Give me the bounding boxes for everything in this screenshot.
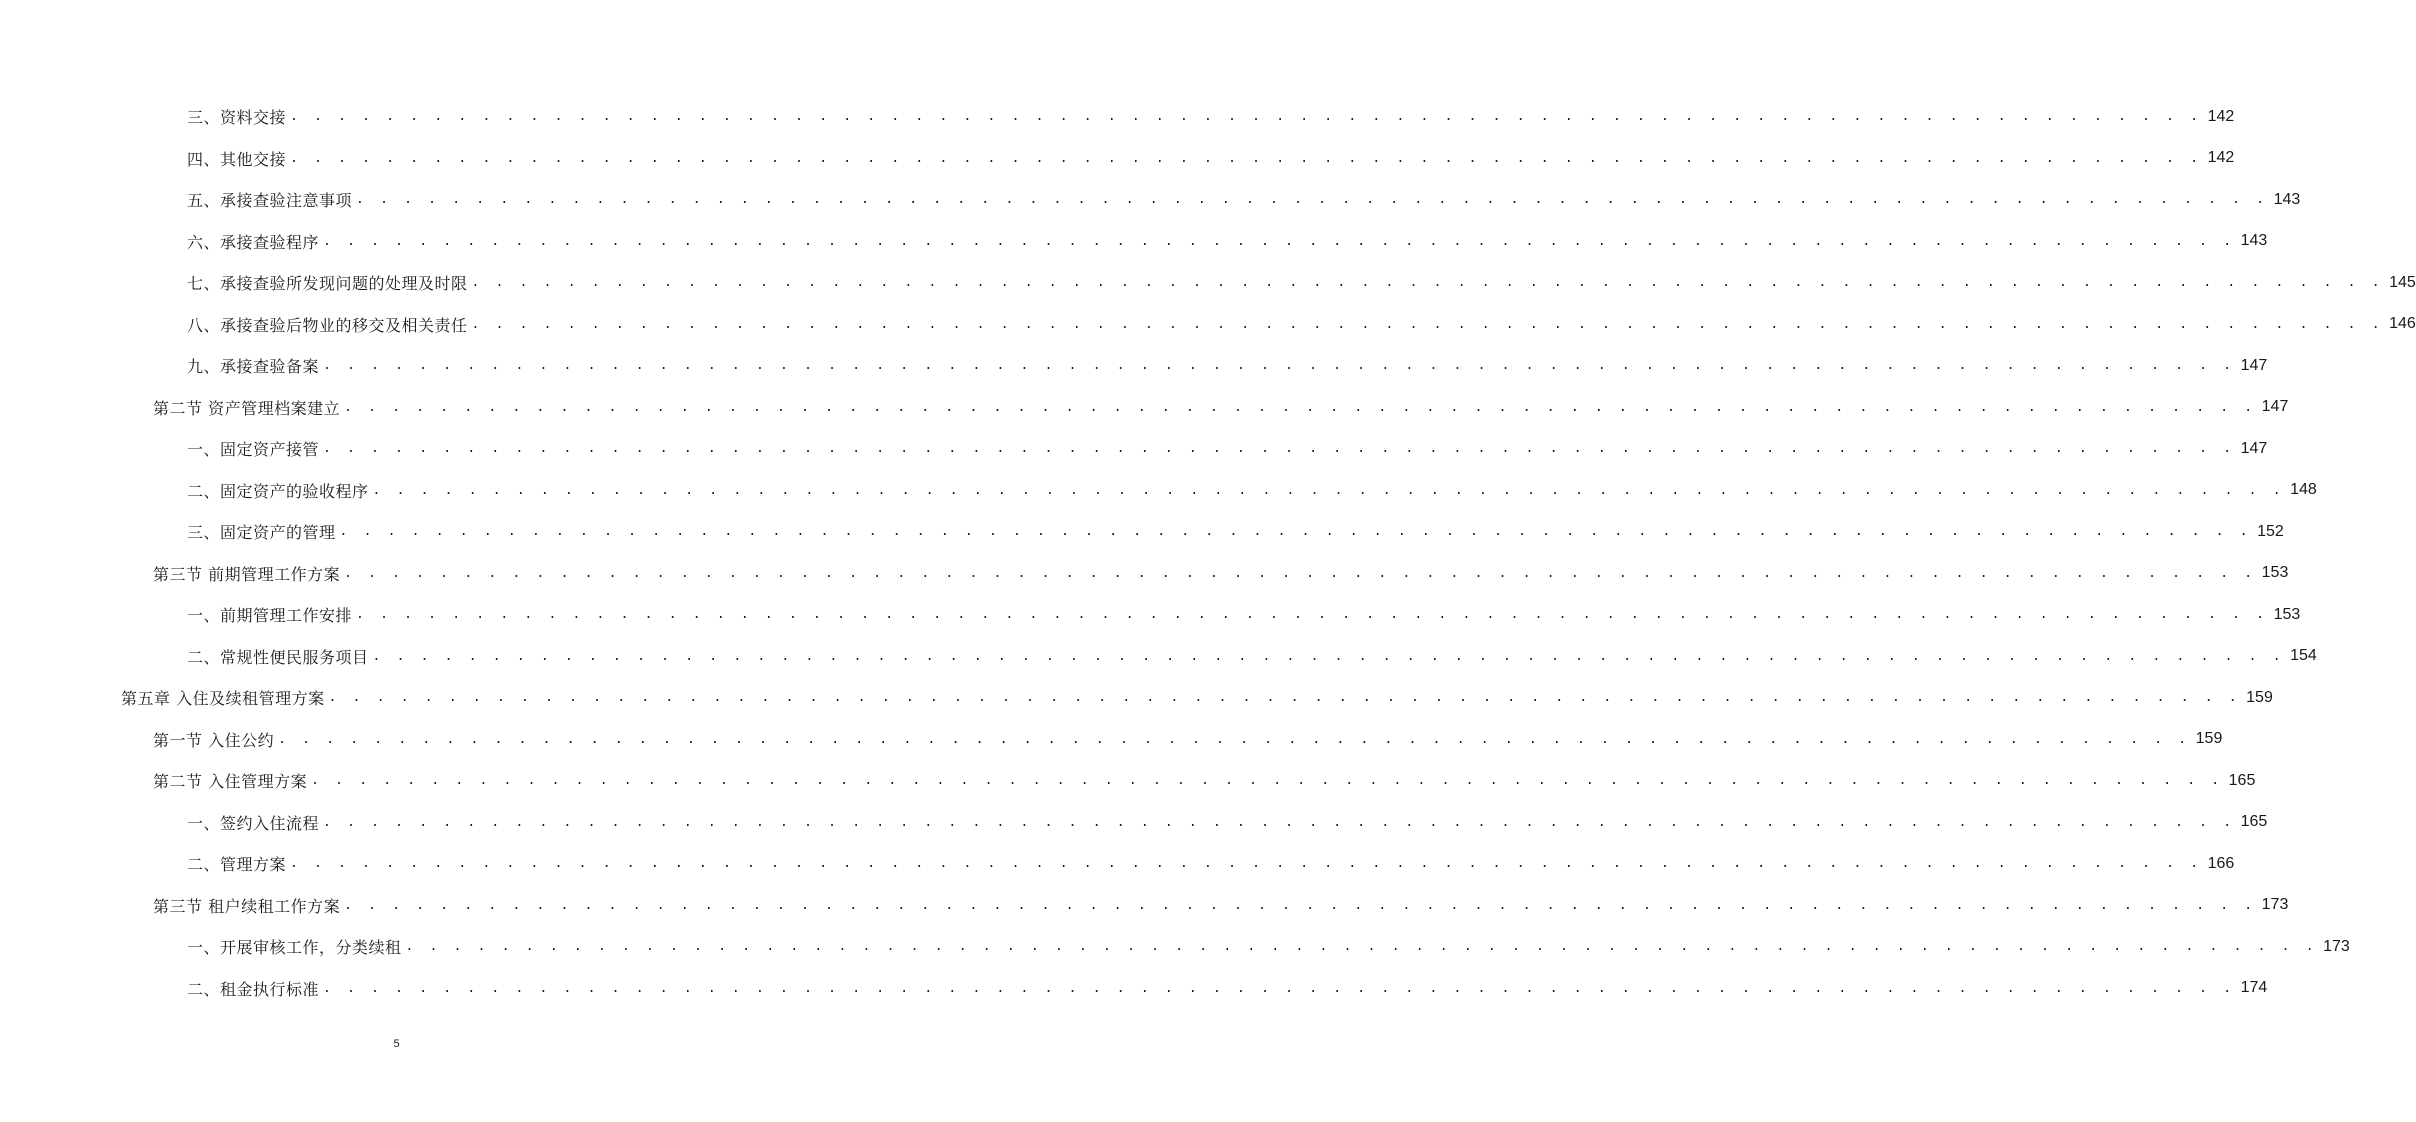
toc-entry-page: 147 (2240, 356, 2268, 374)
toc-dot-leader: . . . . . . . . . . . . . . . . . . . . . . . . . . . . . . . . . . . . . . . . . . . . . . . . . . . . . . . . . . . . . . . . . . . . . . . . . . . . . . . . (372, 648, 2285, 664)
toc-entry-page: 166 (2207, 854, 2235, 872)
toc-entry-title: 四、其他交接 (187, 149, 287, 169)
toc-dot-leader: . . . . . . . . . . . . . . . . . . . . . . . . . . . . . . . . . . . . . . . . . . . . . . . . . . . . . . . . . . . . . . . . . . . . . . . . . . . . . . . . (471, 316, 2384, 332)
toc-entry-title: 第三节 前期管理工作方案 (153, 564, 341, 584)
toc-entry-page: 165 (2228, 771, 2256, 789)
toc-entry-title: 五、承接查验注意事项 (187, 191, 353, 211)
toc-entry-page: 154 (2290, 647, 2317, 665)
toc-dot-leader: . . . . . . . . . . . . . . . . . . . . . . . . . . . . . . . . . . . . . . . . . . . . . . . . . . . . . . . . . . . . . . . . . . . . . . . . . . . . . . . . (290, 150, 2203, 166)
toc-entry[interactable] (0, 304, 2416, 346)
toc-entry-title: 七、承接查验所发现问题的处理及时限 (187, 274, 468, 294)
toc-entry-page: 173 (2261, 896, 2289, 914)
toc-entry-title: 三、资料交接 (187, 108, 287, 128)
toc-entry-page: 153 (2273, 605, 2301, 623)
toc-dot-leader: . . . . . . . . . . . . . . . . . . . . . . . . . . . . . . . . . . . . . . . . . . . . . . . . . . . . . . . . . . . . . . . . . . . . . . . . . . . . . . . . (323, 233, 2236, 249)
toc-entry-page: 142 (2207, 149, 2235, 167)
toc-entry-page: 153 (2261, 564, 2289, 582)
toc-dot-leader: . . . . . . . . . . . . . . . . . . . . . . . . . . . . . . . . . . . . . . . . . . . . . . . . . . . . . . . . . . . . . . . . . . . . . . . . . . . . . . . . (328, 690, 2241, 706)
toc-dot-leader: . . . . . . . . . . . . . . . . . . . . . . . . . . . . . . . . . . . . . . . . . . . . . . . . . . . . . . . . . . . . . . . . . . . . . . . . . . . . . . . . (311, 773, 2224, 789)
toc-entry-title: 第一节 入住公约 (153, 730, 275, 750)
toc-entry[interactable] (0, 221, 2268, 263)
toc-entry-title: 第二节 入住管理方案 (153, 772, 308, 792)
toc-entry[interactable] (0, 968, 2268, 1010)
toc-entry-title: 九、承接查验备案 (187, 357, 320, 377)
toc-entry[interactable] (0, 387, 2289, 429)
toc-entry-title: 二、常规性便民服务项目 (187, 647, 369, 667)
toc-entry-page: 174 (2240, 979, 2268, 997)
toc-entry[interactable] (0, 511, 2284, 553)
toc-entry-page: 165 (2240, 813, 2268, 831)
toc-entry[interactable] (0, 179, 2301, 221)
toc-entry[interactable] (0, 470, 2317, 512)
toc-entry[interactable] (0, 885, 2289, 927)
toc-entry-page: 152 (2257, 522, 2284, 540)
toc-entry-page: 159 (2195, 730, 2223, 748)
toc-entry[interactable] (0, 594, 2301, 636)
table-of-contents (0, 96, 2416, 1009)
toc-entry-title: 一、开展审核工作，分类续租 (187, 938, 402, 958)
toc-entry[interactable] (0, 428, 2268, 470)
toc-dot-leader: . . . . . . . . . . . . . . . . . . . . . . . . . . . . . . . . . . . . . . . . . . . . . . . . . . . . . . . . . . . . . . . . . . . . . . . . . . . . . . . . (405, 939, 2318, 955)
toc-entry-page: 143 (2273, 190, 2301, 208)
toc-entry[interactable] (0, 719, 2223, 761)
toc-entry[interactable] (0, 96, 2235, 138)
toc-entry[interactable] (0, 138, 2235, 180)
toc-dot-leader: . . . . . . . . . . . . . . . . . . . . . . . . . . . . . . . . . . . . . . . . . . . . . . . . . . . . . . . . . . . . . . . . . . . . . . . . . . . . . . . . (323, 358, 2236, 374)
toc-dot-leader: . . . . . . . . . . . . . . . . . . . . . . . . . . . . . . . . . . . . . . . . . . . . . . . . . . . . . . . . . . . . . . . . . . . . . . . . . . . . . . . . (356, 192, 2269, 208)
toc-dot-leader: . . . . . . . . . . . . . . . . . . . . . . . . . . . . . . . . . . . . . . . . . . . . . . . . . . . . . . . . . . . . . . . . . . . . . . . . . . . . . . . . (290, 856, 2203, 872)
toc-dot-leader: . . . . . . . . . . . . . . . . . . . . . . . . . . . . . . . . . . . . . . . . . . . . . . . . . . . . . . . . . . . . . . . . . . . . . . . . . . . . . . . . (356, 607, 2269, 623)
toc-dot-leader: . . . . . . . . . . . . . . . . . . . . . . . . . . . . . . . . . . . . . . . . . . . . . . . . . . . . . . . . . . . . . . . . . . . . . . . . . . . . . . . . (344, 897, 2257, 913)
toc-entry[interactable] (0, 677, 2273, 719)
toc-entry[interactable] (0, 926, 2350, 968)
toc-entry[interactable] (0, 843, 2235, 885)
toc-entry-title: 二、管理方案 (187, 855, 287, 875)
toc-entry-page: 142 (2207, 107, 2235, 125)
toc-dot-leader: . . . . . . . . . . . . . . . . . . . . . . . . . . . . . . . . . . . . . . . . . . . . . . . . . . . . . . . . . . . . . . . . . . . . . . . . . . . . . . . . (278, 731, 2191, 747)
toc-dot-leader: . . . . . . . . . . . . . . . . . . . . . . . . . . . . . . . . . . . . . . . . . . . . . . . . . . . . . . . . . . . . . . . . . . . . . . . . . . . . . . . . (471, 275, 2384, 291)
toc-entry-page: 147 (2240, 439, 2268, 457)
toc-entry-page: 148 (2290, 481, 2317, 499)
toc-entry-title: 第二节 资产管理档案建立 (153, 398, 341, 418)
page-number: 5 (393, 1038, 400, 1050)
toc-entry[interactable] (0, 262, 2416, 304)
toc-entry-title: 一、固定资产接管 (187, 440, 320, 460)
toc-entry-title: 二、固定资产的验收程序 (187, 481, 369, 501)
toc-entry-title: 第三节 租户续租工作方案 (153, 896, 341, 916)
toc-entry-page: 173 (2323, 937, 2350, 955)
toc-entry[interactable] (0, 553, 2289, 595)
toc-dot-leader: . . . . . . . . . . . . . . . . . . . . . . . . . . . . . . . . . . . . . . . . . . . . . . . . . . . . . . . . . . . . . . . . . . . . . . . . . . . . . . . . (339, 524, 2252, 540)
toc-entry-page: 143 (2240, 232, 2268, 250)
toc-dot-leader: . . . . . . . . . . . . . . . . . . . . . . . . . . . . . . . . . . . . . . . . . . . . . . . . . . . . . . . . . . . . . . . . . . . . . . . . . . . . . . . . (323, 814, 2236, 830)
toc-dot-leader: . . . . . . . . . . . . . . . . . . . . . . . . . . . . . . . . . . . . . . . . . . . . . . . . . . . . . . . . . . . . . . . . . . . . . . . . . . . . . . . . (344, 565, 2257, 581)
toc-entry[interactable] (0, 345, 2268, 387)
toc-entry-title: 一、前期管理工作安排 (187, 606, 353, 626)
toc-entry[interactable] (0, 760, 2256, 802)
toc-entry-title: 三、固定资产的管理 (187, 523, 336, 543)
toc-entry-page: 145 (2389, 273, 2416, 291)
toc-dot-leader: . . . . . . . . . . . . . . . . . . . . . . . . . . . . . . . . . . . . . . . . . . . . . . . . . . . . . . . . . . . . . . . . . . . . . . . . . . . . . . . . (323, 441, 2236, 457)
toc-entry-title: 第五章 入住及续租管理方案 (121, 689, 325, 709)
toc-entry-title: 六、承接查验程序 (187, 232, 320, 252)
toc-entry[interactable] (0, 802, 2268, 844)
toc-entry-title: 一、签约入住流程 (187, 813, 320, 833)
toc-dot-leader: . . . . . . . . . . . . . . . . . . . . . . . . . . . . . . . . . . . . . . . . . . . . . . . . . . . . . . . . . . . . . . . . . . . . . . . . . . . . . . . . (372, 482, 2285, 498)
toc-dot-leader: . . . . . . . . . . . . . . . . . . . . . . . . . . . . . . . . . . . . . . . . . . . . . . . . . . . . . . . . . . . . . . . . . . . . . . . . . . . . . . . . (290, 109, 2203, 125)
toc-entry-title: 八、承接查验后物业的移交及相关责任 (187, 315, 468, 335)
toc-entry[interactable] (0, 636, 2317, 678)
toc-dot-leader: . . . . . . . . . . . . . . . . . . . . . . . . . . . . . . . . . . . . . . . . . . . . . . . . . . . . . . . . . . . . . . . . . . . . . . . . . . . . . . . . (344, 399, 2257, 415)
toc-entry-page: 146 (2389, 315, 2416, 333)
toc-entry-page: 159 (2246, 688, 2273, 706)
toc-entry-page: 147 (2261, 398, 2289, 416)
toc-dot-leader: . . . . . . . . . . . . . . . . . . . . . . . . . . . . . . . . . . . . . . . . . . . . . . . . . . . . . . . . . . . . . . . . . . . . . . . . . . . . . . . . (323, 980, 2236, 996)
toc-entry-title: 二、租金执行标准 (187, 979, 320, 999)
